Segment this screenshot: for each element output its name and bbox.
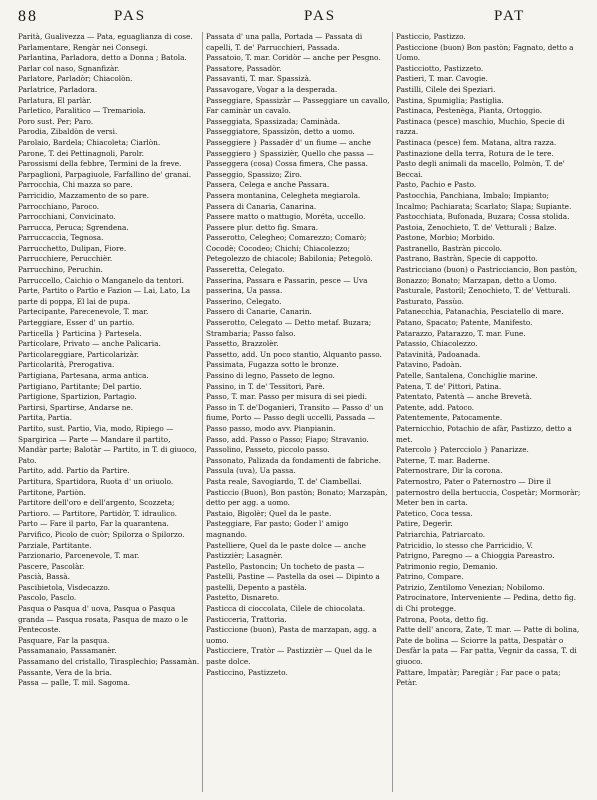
dictionary-entry: Passolino, Passeto, piccolo passo. (206, 445, 330, 455)
dictionary-entry: Parpaglioni, Parpagiuole, Farfallino de' granai. (18, 169, 192, 179)
header-guide-left: PAS (114, 8, 147, 24)
dictionary-entry: Passera di Canaria, Canarina. (206, 201, 317, 211)
dictionary-entry: Passatoio, T. mar. Coridòr — anche per Pesgno. (206, 53, 381, 63)
dictionary-entry: Pascolo, Pasclo. (18, 593, 77, 603)
dictionary-entry: Pascià, Bassà. (18, 572, 70, 582)
dictionary-entry: Parlantina, Parladora, detto a Donna ; Batola. (18, 53, 187, 63)
dictionary-entry: Patavinità, Padoanada. (396, 349, 481, 359)
dictionary-entry: Pasqua o Pasqua d' uova, Pasqua o Pasqua granda — Pasqua rosata, Pasqua de mazo o le Pentecoste. (18, 604, 188, 635)
dictionary-entry: Pasticcio, Pastizzo. (396, 32, 466, 41)
dictionary-entry: Partita, Partia. (18, 413, 72, 423)
dictionary-entry: Parlatore, Parladòr; Chiacolòn. (18, 74, 133, 84)
dictionary-entry: Passimata, Fugazza sotto le bronze. (206, 360, 339, 370)
dictionary-column-right (396, 32, 582, 794)
dictionary-entry: Pastinaca (pesce) fem. Matana, altra razza. (396, 137, 557, 147)
dictionary-entry: Poro sust. Per; Paro. (18, 116, 94, 126)
dictionary-entry: Pasto, Pachio e Pasto. (396, 180, 477, 190)
column-divider (202, 32, 203, 792)
dictionary-entry: Patavino, Padoàn. (396, 360, 462, 370)
dictionary-entry: Pastilli, Cilele dei Speziari. (396, 84, 496, 94)
dictionary-entry: Partirsi, Spartirse, Andarse ne. (18, 402, 134, 412)
dictionary-entry: Passo, T. mar. Passo per misura di sei piedi. (206, 392, 367, 402)
dictionary-entry: Pasticcione (buon), Pasta de marzapan, agg. a uomo. (206, 625, 377, 645)
dictionary-entry: Passera, Celega e anche Passara. (206, 180, 330, 190)
dictionary-entry: Passino, in T. de' Tessitori, Parè. (206, 381, 325, 391)
dictionary-entry: Parrocchia, Chi mazza so pare. (18, 180, 133, 190)
dictionary-entry: Pascibietola, Visdecazzo. (18, 582, 110, 592)
dictionary-entry: Passerotto, Celegato — Detto metaf. Buzara; Strambaria; Passo falso. (206, 318, 372, 338)
dictionary-entry: Pasticca di cioccolata, Cilele de chiocolata. (206, 604, 366, 614)
dictionary-entry: Patriarchia, Patriarcato. (396, 529, 486, 539)
dictionary-entry: Parziale, Partitante. (18, 540, 92, 550)
dictionary-entry: Paternostro, Pater o Paternostro — Dire il paternostro della bertuccia, Cospetàr; Mormoràr; Meter ben in carta. (396, 476, 581, 508)
dictionary-entry: Passavanti, T. mar. Spassizà. (206, 74, 312, 84)
column-divider (392, 32, 393, 792)
dictionary-entry: Paternicchio, Potachio de afàr, Pastizzo, detto a met. (396, 423, 572, 444)
dictionary-entry: Patrigno, Paregno — a Chioggia Pareastro. (396, 551, 555, 561)
dictionary-entry: Partigiana, Partesana, arma antica. (18, 371, 149, 380)
dictionary-entry: Patercolo } Patercciolo } Panarizze. (396, 445, 529, 455)
dictionary-entry: Parità, Gualivezza — Pata, eguaglianza di cose. (18, 32, 193, 41)
dictionary-entry: Passetto, Brazzolèr. (206, 339, 279, 349)
dictionary-entry: Pastoia, Zenochieto, T. de' Vetturali ; Balze. (396, 222, 557, 232)
dictionary-entry: Partecipante, Parecenevole, T. mar. (18, 307, 149, 317)
dictionary-entry: Parlatrice, Parladora. (18, 84, 98, 94)
dictionary-entry: Patentemente, Patocamente. (396, 413, 503, 423)
dictionary-entry: Patelle, Santalena, Conchiglie marine. (396, 371, 538, 380)
dictionary-entry: Patrimonio regio, Demanio. (396, 561, 498, 571)
page-number: 88 (18, 8, 38, 25)
dictionary-entry: Passavogare, Vogar a la desperada. (206, 84, 338, 94)
dictionary-entry: Particolareggiare, Particolarizàr. (18, 349, 140, 359)
dictionary-entry: Pasticciere, Tratòr — Pastizzièr — Quel da le paste dolce. (206, 646, 373, 667)
dictionary-entry: Pasto degli animali da macello, Polmòn, T. de' Beccai. (396, 159, 565, 179)
dictionary-entry: Parrucchino, Peruchin. (18, 265, 103, 275)
dictionary-entry: Parruccello, Caichio o Manganelo da tentori. (18, 275, 184, 285)
dictionary-entry: Pastelliere, Quel da le paste dolce — anche Pastizzièr; Lasagnèr. (206, 540, 366, 561)
dictionary-entry: Passamanaio, Passamanèr. (18, 646, 117, 656)
dictionary-entry: Patena, T. de' Pittori, Patina. (396, 381, 502, 391)
dictionary-entry: Pastone, Morbio; Morbido. (396, 233, 495, 243)
dictionary-entry: Passatore, Passadòr. (206, 63, 282, 73)
dictionary-entry: Pasta reale, Savogiardo, T. de' Ciambellai. (206, 476, 362, 486)
dictionary-entry: Pasquare, Far la pasqua. (18, 635, 110, 645)
dictionary-entry: Parrocchiano, Paroco. (18, 201, 100, 211)
dictionary-entry: Patrocinatore, Interveniente — Pedina, detto fig. di Chi protegge. (396, 593, 577, 614)
dictionary-entry: Patanecchia, Patanachia, Pesciatello di mare. (396, 307, 564, 317)
dictionary-entry: Pastinaca (pesce) maschio, Muchio, Specie di razza. (396, 116, 565, 137)
dictionary-entry: Patrino, Compare. (396, 572, 464, 582)
dictionary-entry: Pasticcio (Buon), Bon pastòn; Bonato; Marzapàn, detto per agg. a uomo. (206, 487, 388, 508)
dictionary-entry: Parlar col naso, Sgnanfizàr. (18, 63, 120, 73)
dictionary-entry: Particella } Particina } Partesela. (18, 328, 142, 338)
dictionary-entry: Passante, Vera de la bria. (18, 667, 112, 677)
dictionary-entry: Passetto, add. Un poco stantio, Alquanto passo. (206, 349, 382, 359)
dictionary-entry: Patarazzo, Patarazzo, T. mar. Fune. (396, 328, 526, 338)
dictionary-entry: Parlatura, El parlàr. (18, 95, 92, 105)
dictionary-entry: Pasticceria, Trattoria. (206, 614, 287, 624)
dictionary-entry: Paternostrare, Dir la corona. (396, 466, 503, 476)
dictionary-entry: Pasticcino, Pastizzeto. (206, 667, 288, 677)
dictionary-entry: Partito, add. Partio da Partire. (18, 466, 130, 476)
dictionary-entry: Parricidio, Mazzamento de so pare. (18, 190, 150, 200)
dictionary-entry: Patricidio, lo stesso che Parricidio, V. (396, 540, 533, 550)
dictionary-entry: Passere plur. detto fig. Smara. (206, 222, 319, 232)
dictionary-entry: Parrucchiere, Perucchièr. (18, 254, 113, 264)
dictionary-entry: Patire, Degerìr. (396, 519, 453, 529)
dictionary-entry: Pastinazione della terra, Rotura de le tere. (396, 148, 554, 158)
dictionary-entry: Pascere, Pascolàr. (18, 561, 85, 571)
dictionary-entry: Pastinaca, Pestenèga, Pianta, Ortoggio. (396, 106, 542, 116)
dictionary-entry: Passata d' una palla, Portada — Passata di capelli, T. de' Parrucchieri, Passada. (206, 32, 363, 52)
dictionary-entry: Partito, sust. Partio, Via, modo, Ripiego — Spargirica — Parte — Mandare il partito, Mandàr parte; Balotàr — Partito, in T. di giuoco, Pato. (18, 423, 197, 465)
dictionary-entry: Partitone, Partiòn. (18, 487, 86, 497)
dictionary-entry: Passerino, Celegato. (206, 296, 282, 306)
dictionary-entry: Pasturato, Passùo. (396, 296, 464, 306)
dictionary-entry: Pasticcione (buon) Bon pastòn; Fagnato, detto a Uomo. (396, 42, 574, 63)
dictionary-entry: Particolarità, Prerogativa. (18, 360, 115, 370)
dictionary-entry: Patrona, Poota, detto fig. (396, 614, 489, 624)
dictionary-entry: Pasturale, Pastoril; Zenochieto, T. de' Vetturali. (396, 286, 571, 296)
dictionary-entry: Pasticciotto, Pastizzeto. (396, 63, 484, 73)
dictionary-entry: Passeggiare, Spassizàr — Passeggiare un cavallo, Far caminàr un cavalo. (206, 95, 390, 116)
dictionary-entry: Parlamentare, Rengàr nei Consegi. (18, 42, 148, 52)
dictionary-entry: Particolare, Privato — anche Palicaria. (18, 339, 161, 349)
dictionary-entry: Passeggiata, Spassizada; Caminàda. (206, 116, 341, 126)
dictionary-entry: Pattare, Impatàr; Paregiàr ; Far pace o pata; Petàr. (396, 667, 561, 688)
dictionary-entry: Parone, T. dei Pettinagnoli, Parolr. (18, 148, 144, 158)
dictionary-entry: Pastetto, Disnareto. (206, 593, 280, 603)
dictionary-entry: Passeretta, Celegato. (206, 265, 285, 275)
dictionary-entry: Pastina, Spumiglia; Pastiglia. (396, 95, 504, 105)
dictionary-entry: Parvifico, Picolo de cuòr; Spilorza o Spilorzo. (18, 529, 185, 539)
dictionary-column-left (18, 32, 200, 794)
dictionary-entry: Pasteggiare, Far pasto; Goder l' amigo magnando. (206, 519, 349, 539)
dictionary-entry: Pastello, Pastoncin; Un tocheto de pasta — Pastelli, Pastine — Pastella da osei — Dipinto a pastelli, Depento a pastèla. (206, 561, 380, 592)
dictionary-entry: Partigione, Spartizion, Partagio. (18, 392, 137, 402)
header-guide-right: PAT (494, 8, 526, 24)
dictionary-entry: Parrucchetto, Dulipan, Fiore. (18, 243, 127, 253)
dictionary-entry: Partigiano, Partitante; Del partio. (18, 381, 142, 391)
dictionary-entry: Parodia, Zibaldòn de versi. (18, 127, 118, 137)
dictionary-entry: Passere matto o mattugio, Moréta, uccello. (206, 212, 366, 222)
dictionary-entry: Pastocchiata, Bufonada, Buzara; Cossa stolida. (396, 212, 570, 222)
dictionary-entry: Pastranello, Bastràn piccolo. (396, 243, 502, 253)
dictionary-entry: Passeggiere } Passadèr d' un fiume — anche Passeggiero } Spassizièr, Quello che passa — Passeggera (cosa) Cossa fimera, Che passa. (206, 137, 374, 169)
dictionary-entry: Parolaio, Bardela; Chiacoleta; Ciarlòn. (18, 137, 161, 147)
dictionary-entry: Passamano del cristallo, Tirasplechio; Passamàn. (18, 657, 200, 667)
dictionary-entry: Patassio, Chiacolezzo. (396, 339, 478, 349)
dictionary-entry: Parrucca, Peruca; Sgrendena. (18, 222, 129, 232)
dictionary-entry: Patetico, Coca tessa. (396, 508, 473, 518)
dictionary-entry: Passonato, Palizada da fondamenti de fabriche. (206, 455, 381, 465)
dictionary-entry: Pastieri, T. mar. Cavogie. (396, 74, 488, 84)
header-guide-middle: PAS (304, 8, 337, 24)
dictionary-entry: Passino di legno, Passeto de legno. (206, 371, 335, 380)
dictionary-entry: Passera montanina, Celegheta megiarola. (206, 190, 361, 200)
dictionary-entry: Passero di Canarie, Canarin. (206, 307, 312, 317)
dictionary-entry: Parletico, Paralitico — Tremariola. (18, 106, 146, 116)
dictionary-entry: Paterne, T. mar. Baderne. (396, 455, 490, 465)
dictionary-entry: Passeggiatore, Spassizòn, detto a uomo. (206, 127, 355, 137)
dictionary-entry: Passerotto, Celegheo; Comarezzo; Comarò; Cocodè; Cocodeo; Chichi; Chiacolezzo; Petegolezzo de chiacole; Babilonia; Petegolò. (206, 233, 373, 264)
dictionary-entry: Patentato, Patentà — anche Brevetà. (396, 392, 532, 402)
dictionary-entry: Passula (uva), Ua passa. (206, 466, 296, 476)
dictionary-entry: Passo, add. Passo o Passo; Fiapo; Stravanio. (206, 434, 369, 444)
dictionary-entry: Pastricciano (buon) o Pastricciancio, Bon pastòn, Bonazzo; Bonato; Marzapan, detto a Uomo. (396, 265, 578, 285)
dictionary-entry: Passeggio, Spassizo; Ziro. (206, 169, 302, 179)
dictionary-entry: Parto — Fare il parto, Far la quarantena. (18, 519, 169, 529)
dictionary-entry: Partitura, Spartidora, Ruota d' un oriuolo. (18, 476, 174, 486)
dictionary-entry: Passo in T. de'Doganieri, Transito — Passo d' un fiume, Porto — Passo degli uccelli, Passada — Passo passo, modo avv. Pianpianin. (206, 402, 384, 433)
dictionary-entry: Parruccaccia, Tegnosa. (18, 233, 104, 243)
dictionary-entry: Passa — palle, T. mil. Sagoma. (18, 678, 131, 688)
dictionary-entry: Parossismi della febbre, Termini de la freve. (18, 159, 182, 169)
dictionary-entry: Parte, Partito o Partìo e Fazion — Lai, Lato, La parte di poppa, El lai de pupa. (18, 286, 191, 306)
dictionary-entry: Parrocchiani, Convicinato. (18, 212, 116, 222)
dictionary-entry: Pastrano, Bastràn, Specie di cappotto. (396, 254, 538, 264)
dictionary-entry: Patente, add. Patoco. (396, 402, 475, 412)
running-header (16, 8, 581, 30)
dictionary-entry: Parteggiare, Esser d' un partio. (18, 318, 135, 328)
dictionary-column-middle (206, 32, 390, 794)
dictionary-entry: Pastaio, Bigolèr; Quel da le paste. (206, 508, 332, 518)
dictionary-entry: Patrizio, Zentilomo Venezian; Nobilomo. (396, 582, 545, 592)
dictionary-entry: Partitore dell'oro e dell'argento, Scozzeta; Partioro. — Partitore, Partidòr, T. idraulico. (18, 498, 177, 518)
dictionary-entry: Passerina, Passara e Passarin, pesce — Uva passerina, Ua passa. (206, 275, 368, 296)
dictionary-entry: Patte dell' ancora, Zate, T. mar. — Patte di bolina, Pate de bolina — Sciorre la patta, Despatàr o Desfàr la pata — Far patta, Vegnir da cassa, T. di giuoco. (396, 625, 580, 667)
dictionary-entry: Pastocchia, Panchiana, Imbalo; Impianto; Incalmo; Pachiarata; Scarlato; Slapa; Supiante. (396, 190, 572, 211)
dictionary-entry: Patano, Spacato; Patente, Manifesto. (396, 318, 533, 328)
dictionary-entry: Parzionario, Parcenevole, T. mar. (18, 551, 140, 561)
